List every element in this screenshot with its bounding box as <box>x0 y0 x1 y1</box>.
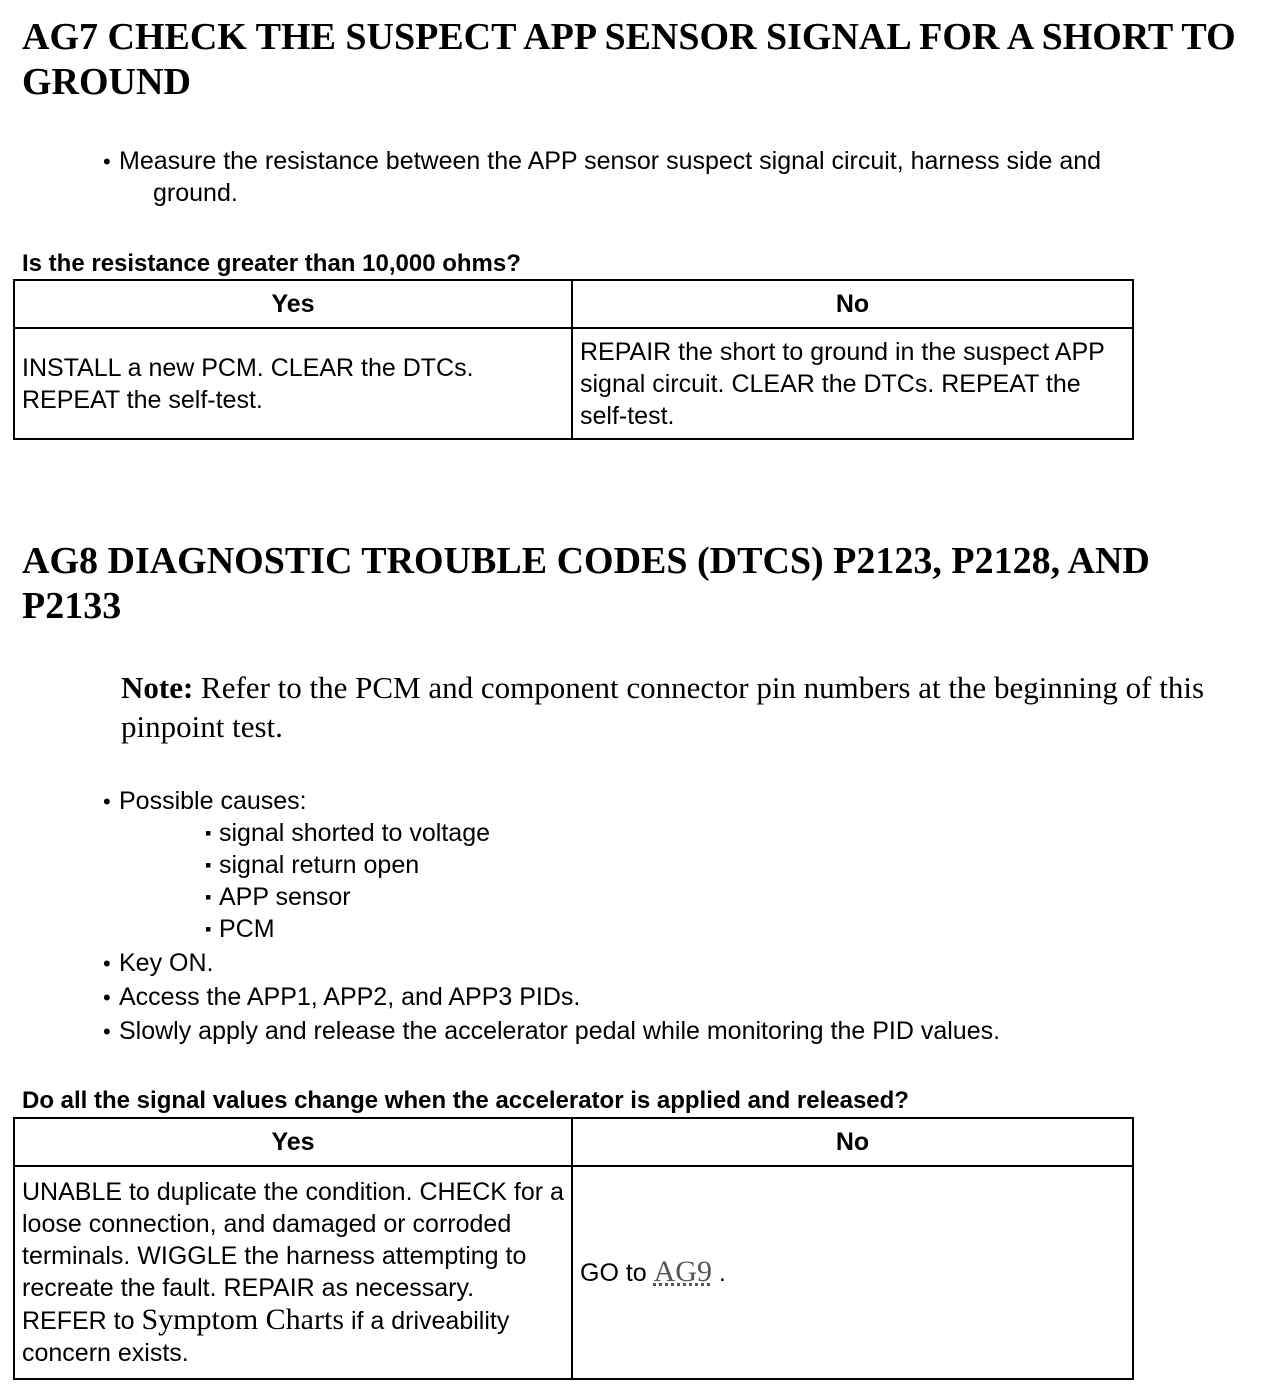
bullet-icon: • <box>103 149 111 174</box>
square-bullet-icon: ▪ <box>205 855 212 875</box>
cause-item: ▪ signal return open <box>205 851 420 879</box>
cause-item: ▪ signal shorted to voltage <box>205 819 491 847</box>
ag7-no-cell: REPAIR the short to ground in the suspect APP signal circuit. CLEAR the DTCs. REPEAT the self-test. <box>572 328 1133 439</box>
square-bullet-icon: ▪ <box>205 919 212 939</box>
bullet-icon: • <box>103 951 111 976</box>
bullet-icon: • <box>103 985 111 1010</box>
ag7-no-header: No <box>572 280 1133 328</box>
square-bullet-icon: ▪ <box>205 823 212 843</box>
ag7-step-line2: ground. <box>153 179 238 207</box>
symptom-charts-text: Symptom Charts <box>141 1303 344 1336</box>
note-label: Note: <box>121 670 194 705</box>
square-bullet-icon: ▪ <box>205 887 212 907</box>
ag8-yes-cell: UNABLE to duplicate the condition. CHECK for a loose connection, and damaged or corroded terminals. WIGGLE the harness attempting to recreate the fault. REPAIR as necessary. REFER to Symptom Charts if a driveability concern exists. <box>14 1166 572 1379</box>
note-text: Refer to the PCM and component connector pin numbers at the beginning of this pinpoint test. <box>121 670 1205 744</box>
bullet-icon: • <box>103 789 111 814</box>
ag8-no-header: No <box>572 1118 1133 1166</box>
ag7-title: AG7 CHECK THE SUSPECT APP SENSOR SIGNAL FOR A SHORT TO GROUND <box>22 16 1236 103</box>
ag7-step <box>103 145 1101 178</box>
ag8-result-table <box>13 1117 1134 1380</box>
ag8-yes-header: Yes <box>14 1118 572 1166</box>
ag8-no-cell: GO to AG9 . <box>572 1166 1133 1379</box>
ag7-result-table <box>13 279 1134 440</box>
causes-label: Possible causes: <box>119 787 307 815</box>
ag7-yes-header: Yes <box>14 280 572 328</box>
ag8-causes <box>103 785 307 818</box>
ag7-yes-cell: INSTALL a new PCM. CLEAR the DTCs. REPEAT the self-test. <box>14 328 572 439</box>
ag8-note <box>121 668 1211 746</box>
ag8-step: • Slowly apply and release the accelerator pedal while monitoring the PID values. <box>103 1015 1000 1048</box>
cause-item: ▪ APP sensor <box>205 883 351 911</box>
bullet-icon: • <box>103 1019 111 1044</box>
ag7-question: Is the resistance greater than 10,000 ohms? <box>22 250 521 277</box>
ag8-question: Do all the signal values change when the accelerator is applied and released? <box>22 1087 909 1114</box>
ag8-step: • Key ON. <box>103 947 213 980</box>
ag7-step-line1: Measure the resistance between the APP sensor suspect signal circuit, harness side and <box>119 147 1102 175</box>
ag9-link[interactable]: AG9 <box>653 1255 712 1288</box>
ag8-step: • Access the APP1, APP2, and APP3 PIDs. <box>103 981 580 1014</box>
cause-item: ▪ PCM <box>205 915 275 943</box>
ag8-title: AG8 DIAGNOSTIC TROUBLE CODES (DTCS) P2123, P2128, AND P2133 <box>22 540 1150 627</box>
